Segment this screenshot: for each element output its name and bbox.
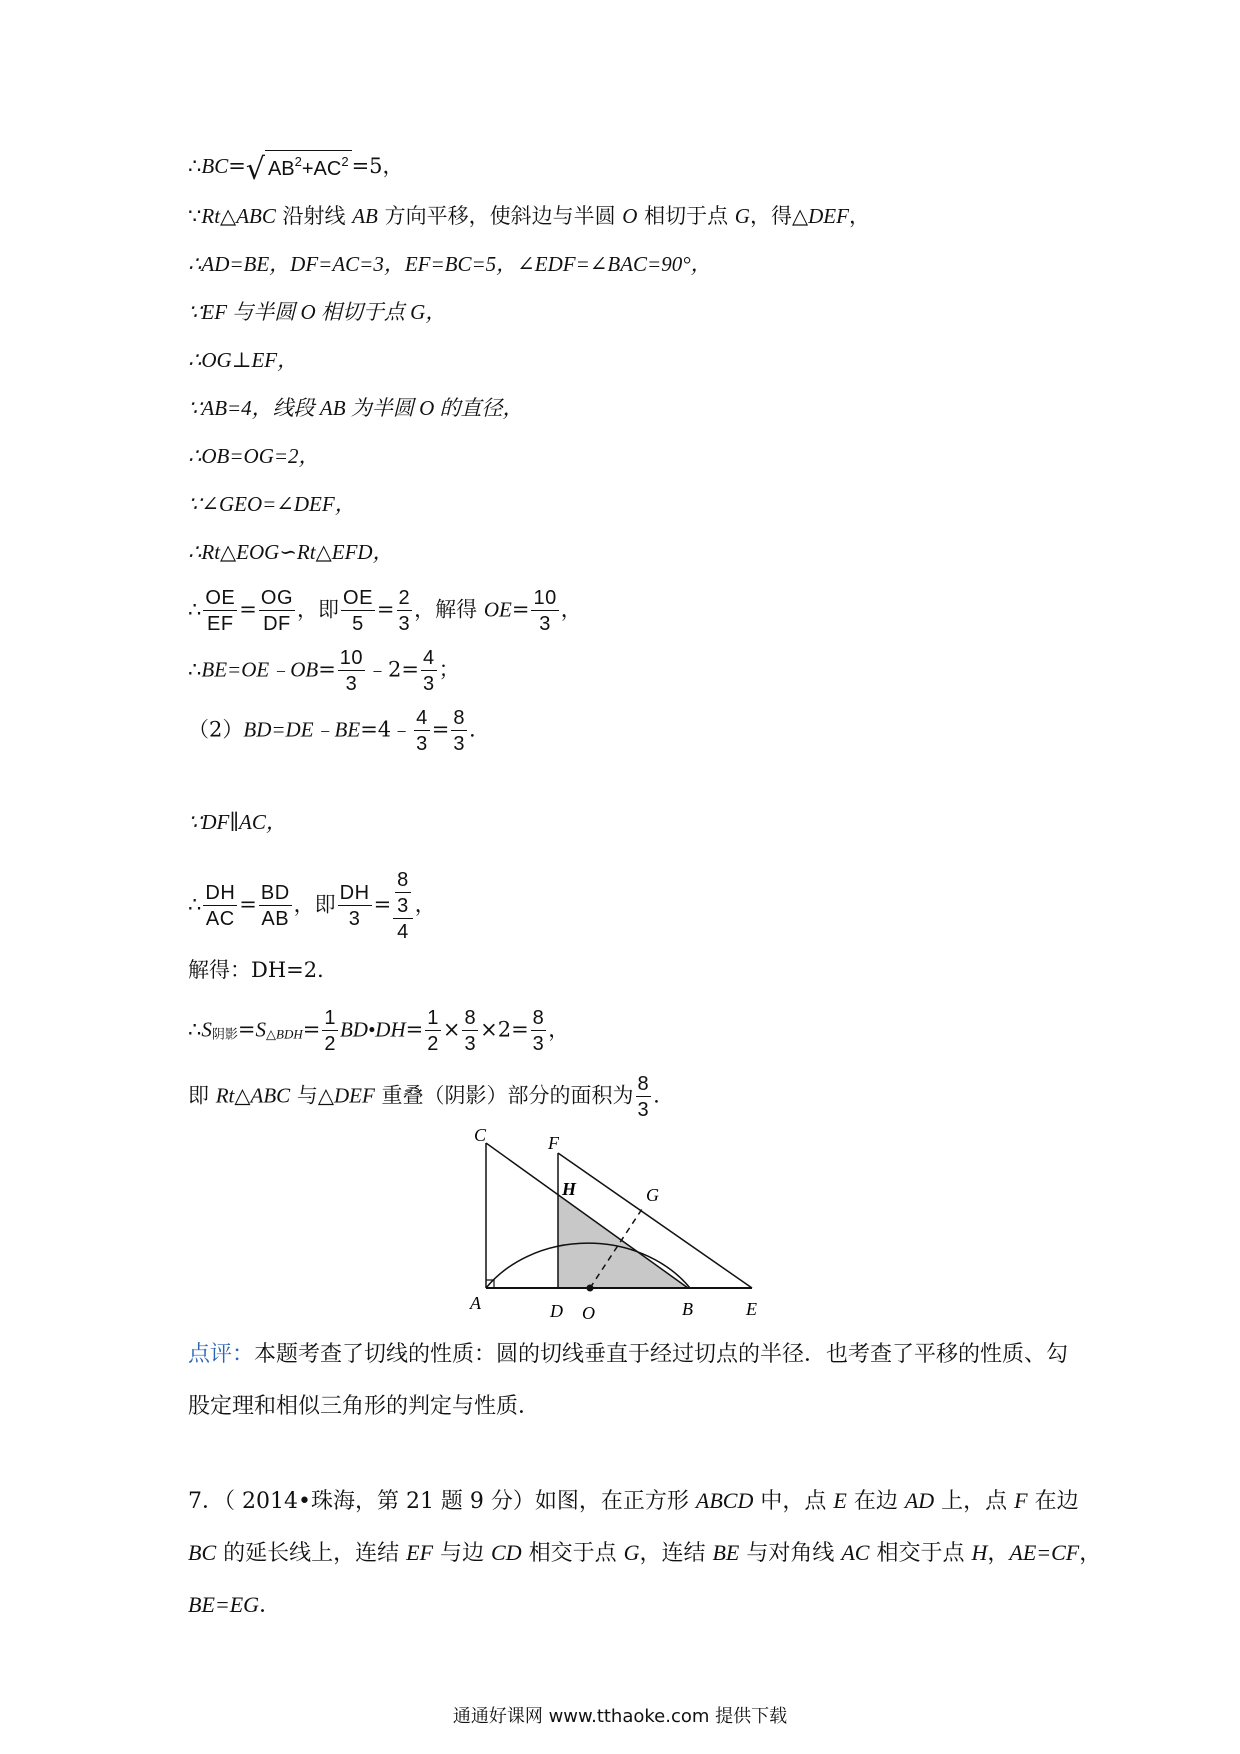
radicand: $AB^2+AC^2$ <box>265 150 352 179</box>
fraction: $\frac{DH}{3}$ <box>339 882 370 930</box>
label-e: E <box>746 1299 757 1319</box>
equals-sign: = <box>228 154 246 178</box>
solution-line-5: ∴OG⊥EF， <box>188 348 299 372</box>
geometry-figure <box>450 1125 790 1325</box>
solution-line-10: ∴ $\frac{OE}{EF}$ = $\frac{OG}{DF}$ ，即 $\frac{OE}{5}$ = $\frac{2}{3}$ ，解得 OE= $\frac{10}{3}$ ， <box>188 587 582 635</box>
solution-line-16: ∴S阴影=S△BDH= $\frac{1}{2}$ BD•DH= $\frac{1}{2}$ × $\frac{8}{3}$ ×2= $\frac{8}{3}$ ， <box>188 1007 570 1055</box>
text-bc: BC <box>201 154 229 178</box>
fraction: $\frac{8}{3}$ <box>464 1007 477 1055</box>
fraction: $\frac{8}{3}$ <box>453 707 466 755</box>
fraction: $\frac{DH}{AC}$ <box>205 882 236 930</box>
compound-fraction: $\frac{\frac{8}{3}}{4}$ <box>393 870 413 942</box>
label-h: H <box>562 1179 577 1199</box>
fraction: $\frac{1}{2}$ <box>324 1007 336 1055</box>
result-text: =5， <box>351 154 404 178</box>
center-point-o <box>587 1285 594 1292</box>
solution-line-17: 即 Rt△ABC 与△DEF 重叠（阴影）部分的面积为 $\frac{8}{3}$ . <box>188 1073 660 1121</box>
fraction: $\frac{OE}{5}$ <box>343 587 373 635</box>
fraction: $\frac{2}{3}$ <box>398 587 411 635</box>
fraction: $\frac{1}{2}$ <box>427 1007 439 1055</box>
fraction: $\frac{4}{3}$ <box>416 707 428 755</box>
solution-line-3: ∴AD=BE，DF=AC=3，EF=BC=5，∠EDF=∠BAC=90°， <box>188 252 712 276</box>
solution-line-1 <box>188 150 404 185</box>
solution-line-7: ∴OB=OG=2， <box>188 444 320 468</box>
fraction: $\frac{4}{3}$ <box>423 647 435 695</box>
remark-line-1 <box>188 1344 1068 1366</box>
square-root <box>246 150 352 185</box>
footer-credit: 通通好课网 www.tthaoke.com 提供下载 <box>452 1706 788 1727</box>
problem-7-line-3: BE=EG． <box>188 1592 282 1618</box>
solution-line-12: （2）BD=DE﹣BE=4﹣ $\frac{4}{3}$ = $\frac{8}{3}$ . <box>188 707 476 755</box>
solution-line-14: ∴ $\frac{DH}{AC}$ = $\frac{BD}{AB}$ ，即 $\frac{DH}{3}$ = $\frac{\frac{8}{3}}{4}$ ， <box>188 869 436 943</box>
label-f: F <box>548 1133 559 1153</box>
label-c: C <box>474 1125 487 1145</box>
remark-label: 点评： <box>188 1342 255 1367</box>
solution-line-8: ∵∠GEO=∠DEF， <box>188 492 356 516</box>
solution-line-13: ∵DF∥AC， <box>188 810 287 834</box>
fraction: $\frac{BD}{AB}$ <box>260 882 290 930</box>
therefore-symbol: ∴ <box>188 154 202 178</box>
fraction: $\frac{8}{3}$ <box>637 1073 650 1121</box>
label-b: B <box>682 1299 693 1319</box>
solution-line-6: ∵AB=4，线段 AB 为半圆 O 的直径， <box>188 396 524 420</box>
solution-line-2: ∵Rt△ABC 沿射线 AB 方向平移，使斜边与半圆 O 相切于点 G，得△DEF， <box>188 204 870 228</box>
problem-7-line-2: BC 的延长线上，连结 EF 与边 CD 相交于点 G，连结 BE 与对角线 AC 相交于点 H，AE=CF， <box>188 1540 1102 1566</box>
fraction: $\frac{OE}{EF}$ <box>205 587 236 635</box>
problem-7-line-1: 7．（ 2014•珠海，第 21 题 9 分）如图，在正方形 ABCD 中，点 E 在边 AD 上，点 F 在边 <box>188 1488 1079 1514</box>
label-d: D <box>550 1301 563 1321</box>
fraction: $\frac{OG}{DF}$ <box>260 587 294 635</box>
label-a: A <box>470 1293 481 1313</box>
solution-line-9: ∴Rt△EOG∽Rt△EFD， <box>188 540 394 564</box>
label-g: G <box>646 1185 659 1205</box>
fraction: $\frac{10}{3}$ <box>533 587 557 635</box>
radical-icon: √ <box>245 152 265 187</box>
fraction: $\frac{8}{3}$ <box>532 1007 545 1055</box>
remark-text-1: 本题考查了切线的性质：圆的切线垂直于经过切点的半径．也考查了平移的性质、勾 <box>254 1342 1069 1367</box>
solution-line-15: 解得：DH=2． <box>188 958 339 982</box>
solution-line-4: ∵EF 与半圆 O 相切于点 G， <box>188 300 447 324</box>
remark-line-2: 股定理和相似三角形的判定与性质． <box>188 1394 541 1419</box>
label-o: O <box>582 1303 595 1323</box>
fraction: $\frac{10}{3}$ <box>339 647 364 695</box>
solution-line-11: ∴BE=OE﹣OB= $\frac{10}{3}$ ﹣2= $\frac{4}{3}$ ； <box>188 647 460 695</box>
